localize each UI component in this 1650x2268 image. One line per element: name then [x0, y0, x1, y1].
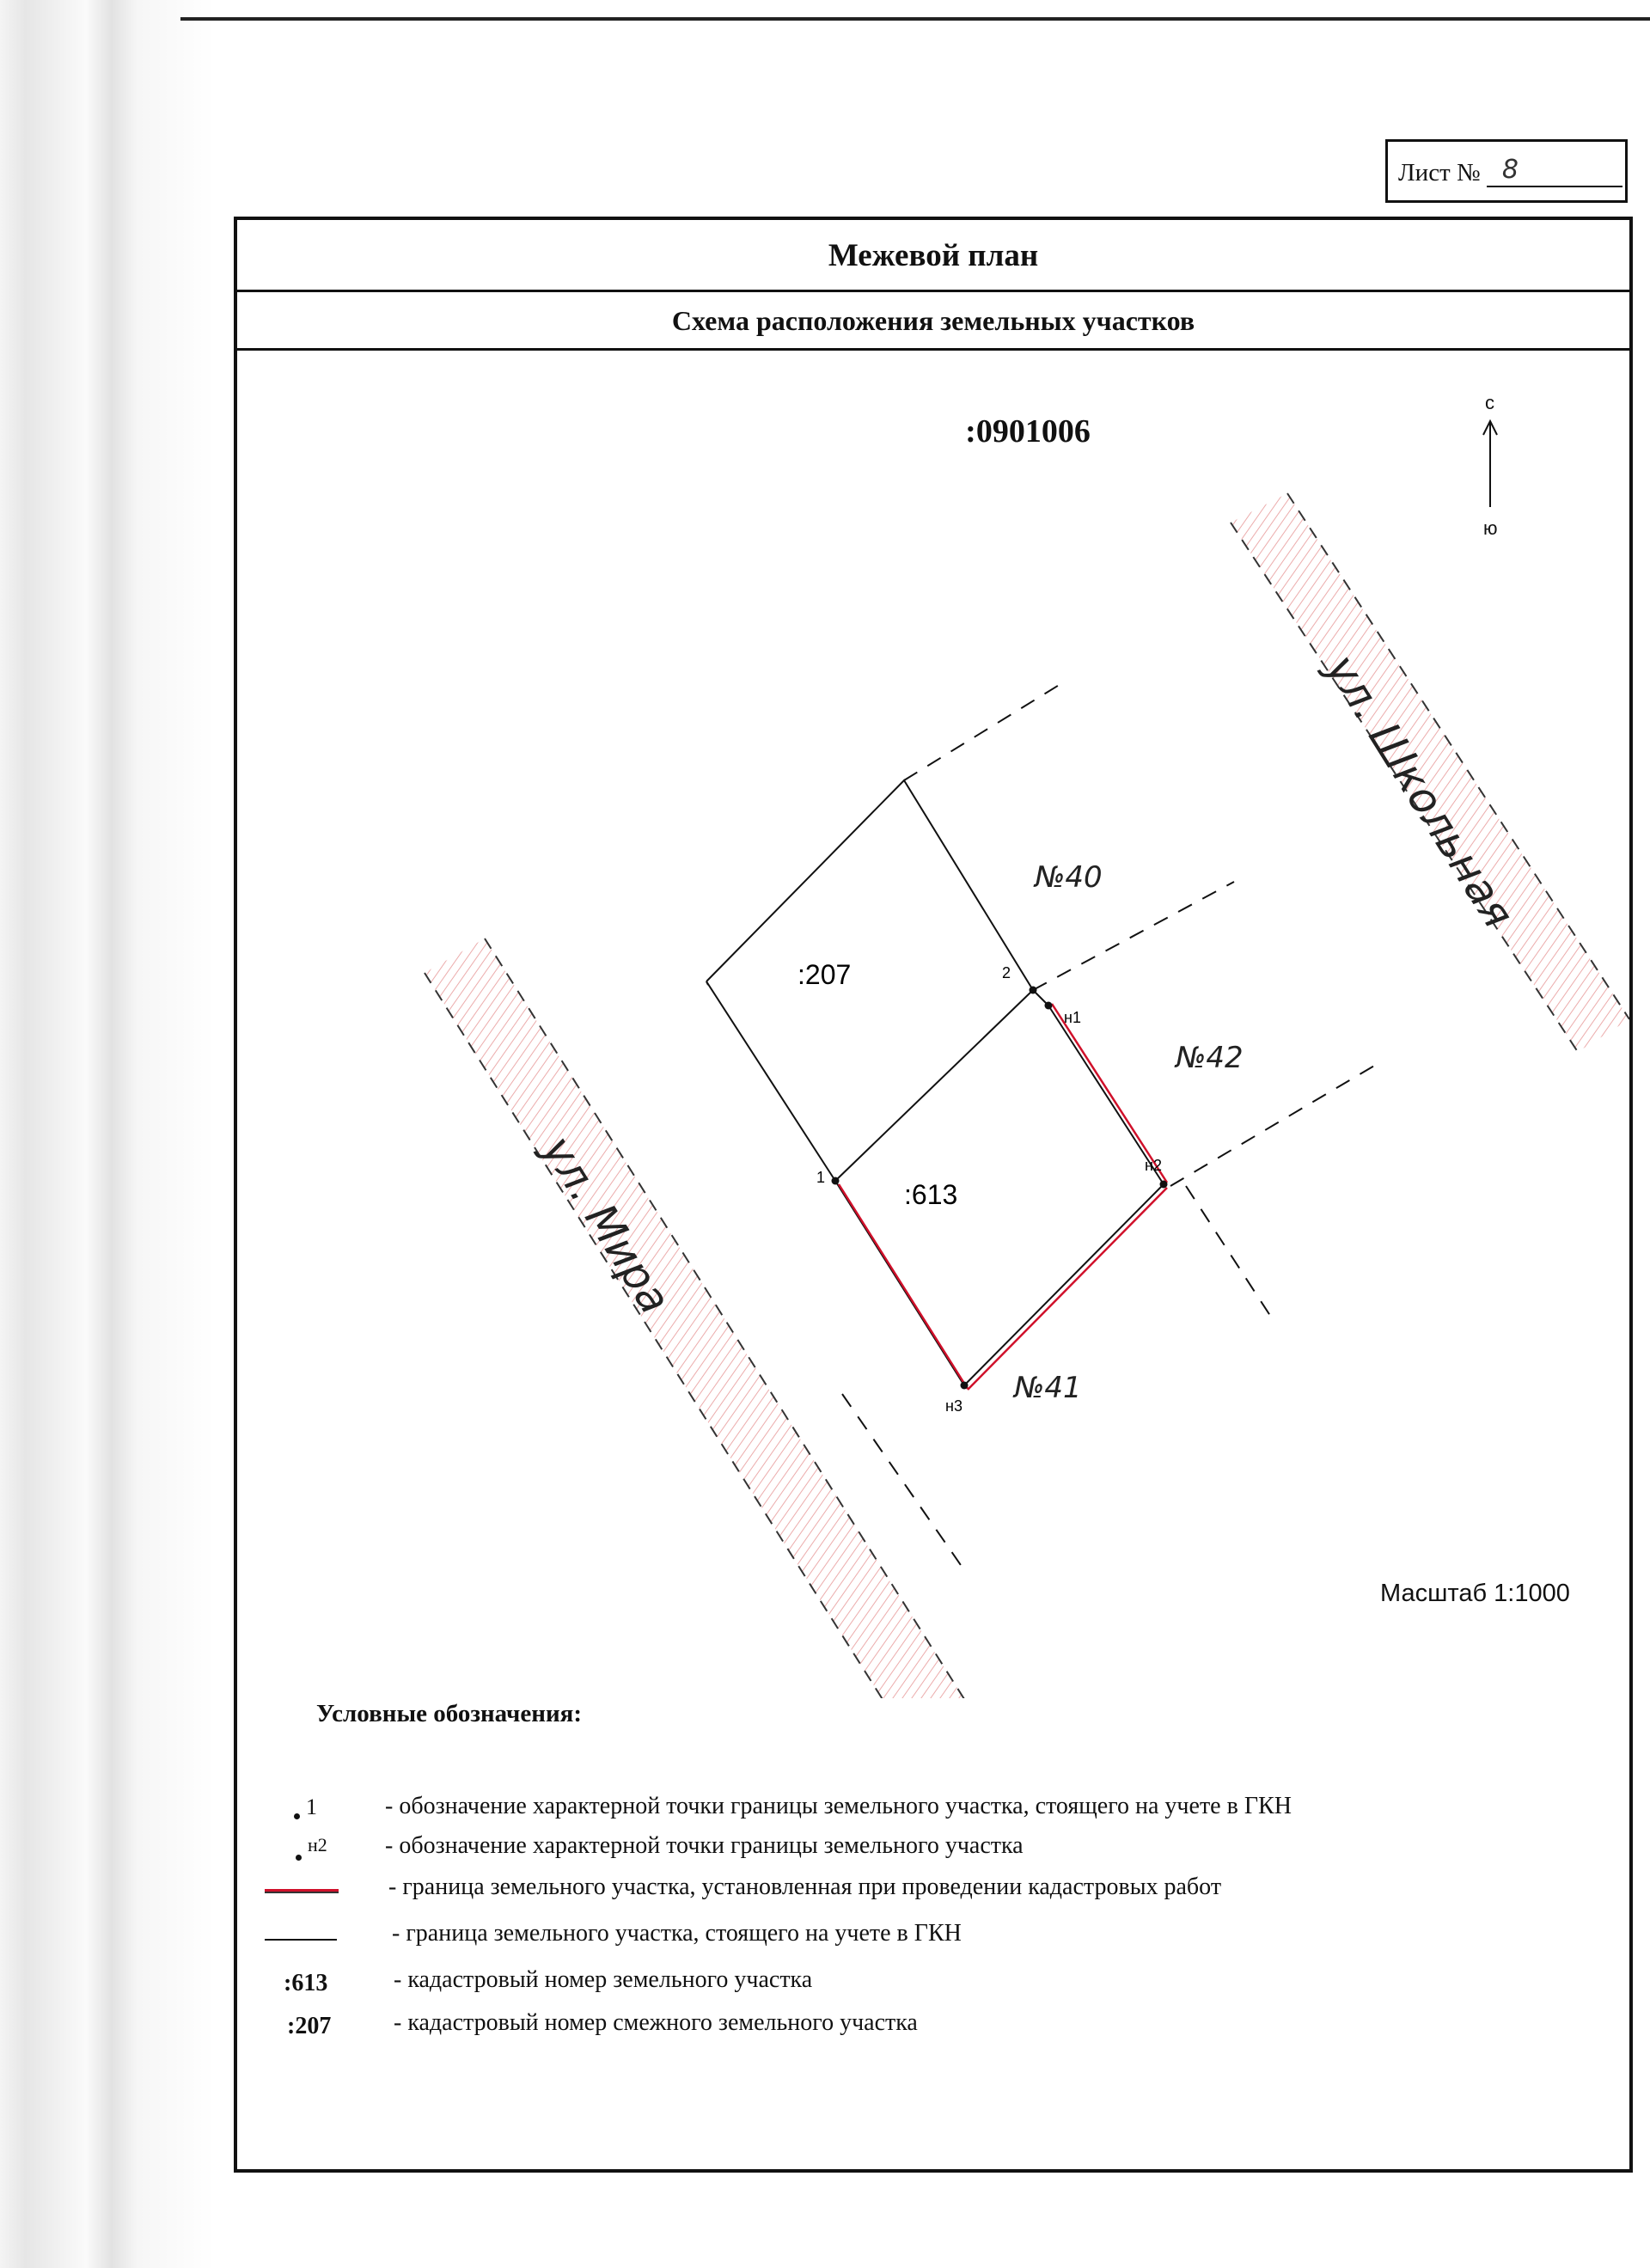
- street-label-shkolnaya: ул. Школьная: [1316, 645, 1525, 937]
- legend-symbol-text: 1: [306, 1794, 317, 1819]
- legend-text: - кадастровый номер земельного участка: [394, 1966, 813, 1993]
- legend-row-parcel-number: [272, 1966, 1612, 2001]
- compass-south-label: ю: [1483, 517, 1498, 539]
- legend-row-new-boundary: [272, 1874, 1612, 1908]
- point-label-1: 1: [816, 1169, 826, 1186]
- parcel-207-outline: [706, 780, 1033, 1181]
- plan-frame: [234, 217, 1633, 2173]
- sheet-number-box: [1385, 139, 1628, 203]
- legend-symbol-207: :207: [287, 2013, 332, 2039]
- point-label-2: 2: [1002, 964, 1011, 981]
- legend-symbol-new-point: [308, 1834, 327, 1856]
- legend-symbol-text: н2: [308, 1834, 327, 1855]
- plan-drawing: [237, 220, 1629, 1698]
- legend-black-line-icon: [265, 1939, 337, 1941]
- neighbor-label-40: №40: [1035, 860, 1103, 895]
- legend-row-adjacent-parcel-number: [272, 2009, 1612, 2044]
- new-boundary-red: [839, 1004, 1167, 1390]
- legend-symbol-613: :613: [284, 1970, 328, 1996]
- point-label-n3: н3: [945, 1397, 962, 1415]
- document-title: Межевой план: [237, 220, 1629, 292]
- map-scale: Масштаб 1:1000: [1380, 1580, 1570, 1607]
- cadastral-block-code: :0901006: [965, 413, 1091, 449]
- street-label-mira: ул. Мира: [532, 1127, 681, 1323]
- neighbor-boundary-dashes: [842, 684, 1380, 1568]
- scan-top-edge: [180, 17, 1650, 21]
- point-dot-icon: [294, 1813, 300, 1819]
- legend-row-new-point: [272, 1832, 1612, 1867]
- point-dot-icon: [296, 1855, 302, 1861]
- north-arrow-icon: [1483, 421, 1497, 507]
- scan-page-edge-shadow: [0, 0, 215, 2268]
- compass-north-label: с: [1485, 392, 1494, 413]
- document-subtitle: Схема расположения земельных участков: [237, 292, 1629, 351]
- street-left-strip: [425, 938, 975, 1698]
- legend-row-existing-point: [272, 1793, 1612, 1827]
- point-label-n2: н2: [1145, 1157, 1162, 1174]
- legend-symbol-existing-point: [306, 1794, 317, 1820]
- legend-text: - граница земельного участка, стоящего на учете в ГКН: [392, 1920, 962, 1947]
- point-label-n1: н1: [1064, 1009, 1081, 1026]
- sheet-number: 8: [1487, 160, 1622, 187]
- neighbor-label-42: №42: [1176, 1041, 1244, 1075]
- legend-text: - обозначение характерной точки границы земельного участка, стоящего на учете в ГКН: [385, 1793, 1292, 1819]
- parcel-613-outline: [835, 990, 1164, 1385]
- legend-red-line-icon: [265, 1889, 339, 1893]
- boundary-points: [832, 987, 1168, 1390]
- legend-text: - кадастровый номер смежного земельного участка: [394, 2009, 918, 2036]
- legend-row-existing-boundary: [272, 1920, 1612, 1954]
- legend-text: - граница земельного участка, установленная при проведении кадастровых работ: [388, 1874, 1222, 1900]
- sheet-label: Лист №: [1398, 159, 1481, 186]
- parcel-label-613: :613: [904, 1179, 958, 1210]
- legend-heading: Условные обозначения:: [316, 1700, 583, 1727]
- legend-text: - обозначение характерной точки границы земельного участка: [385, 1832, 1024, 1859]
- neighbor-label-41: №41: [1014, 1371, 1082, 1405]
- parcel-label-207: :207: [798, 959, 852, 990]
